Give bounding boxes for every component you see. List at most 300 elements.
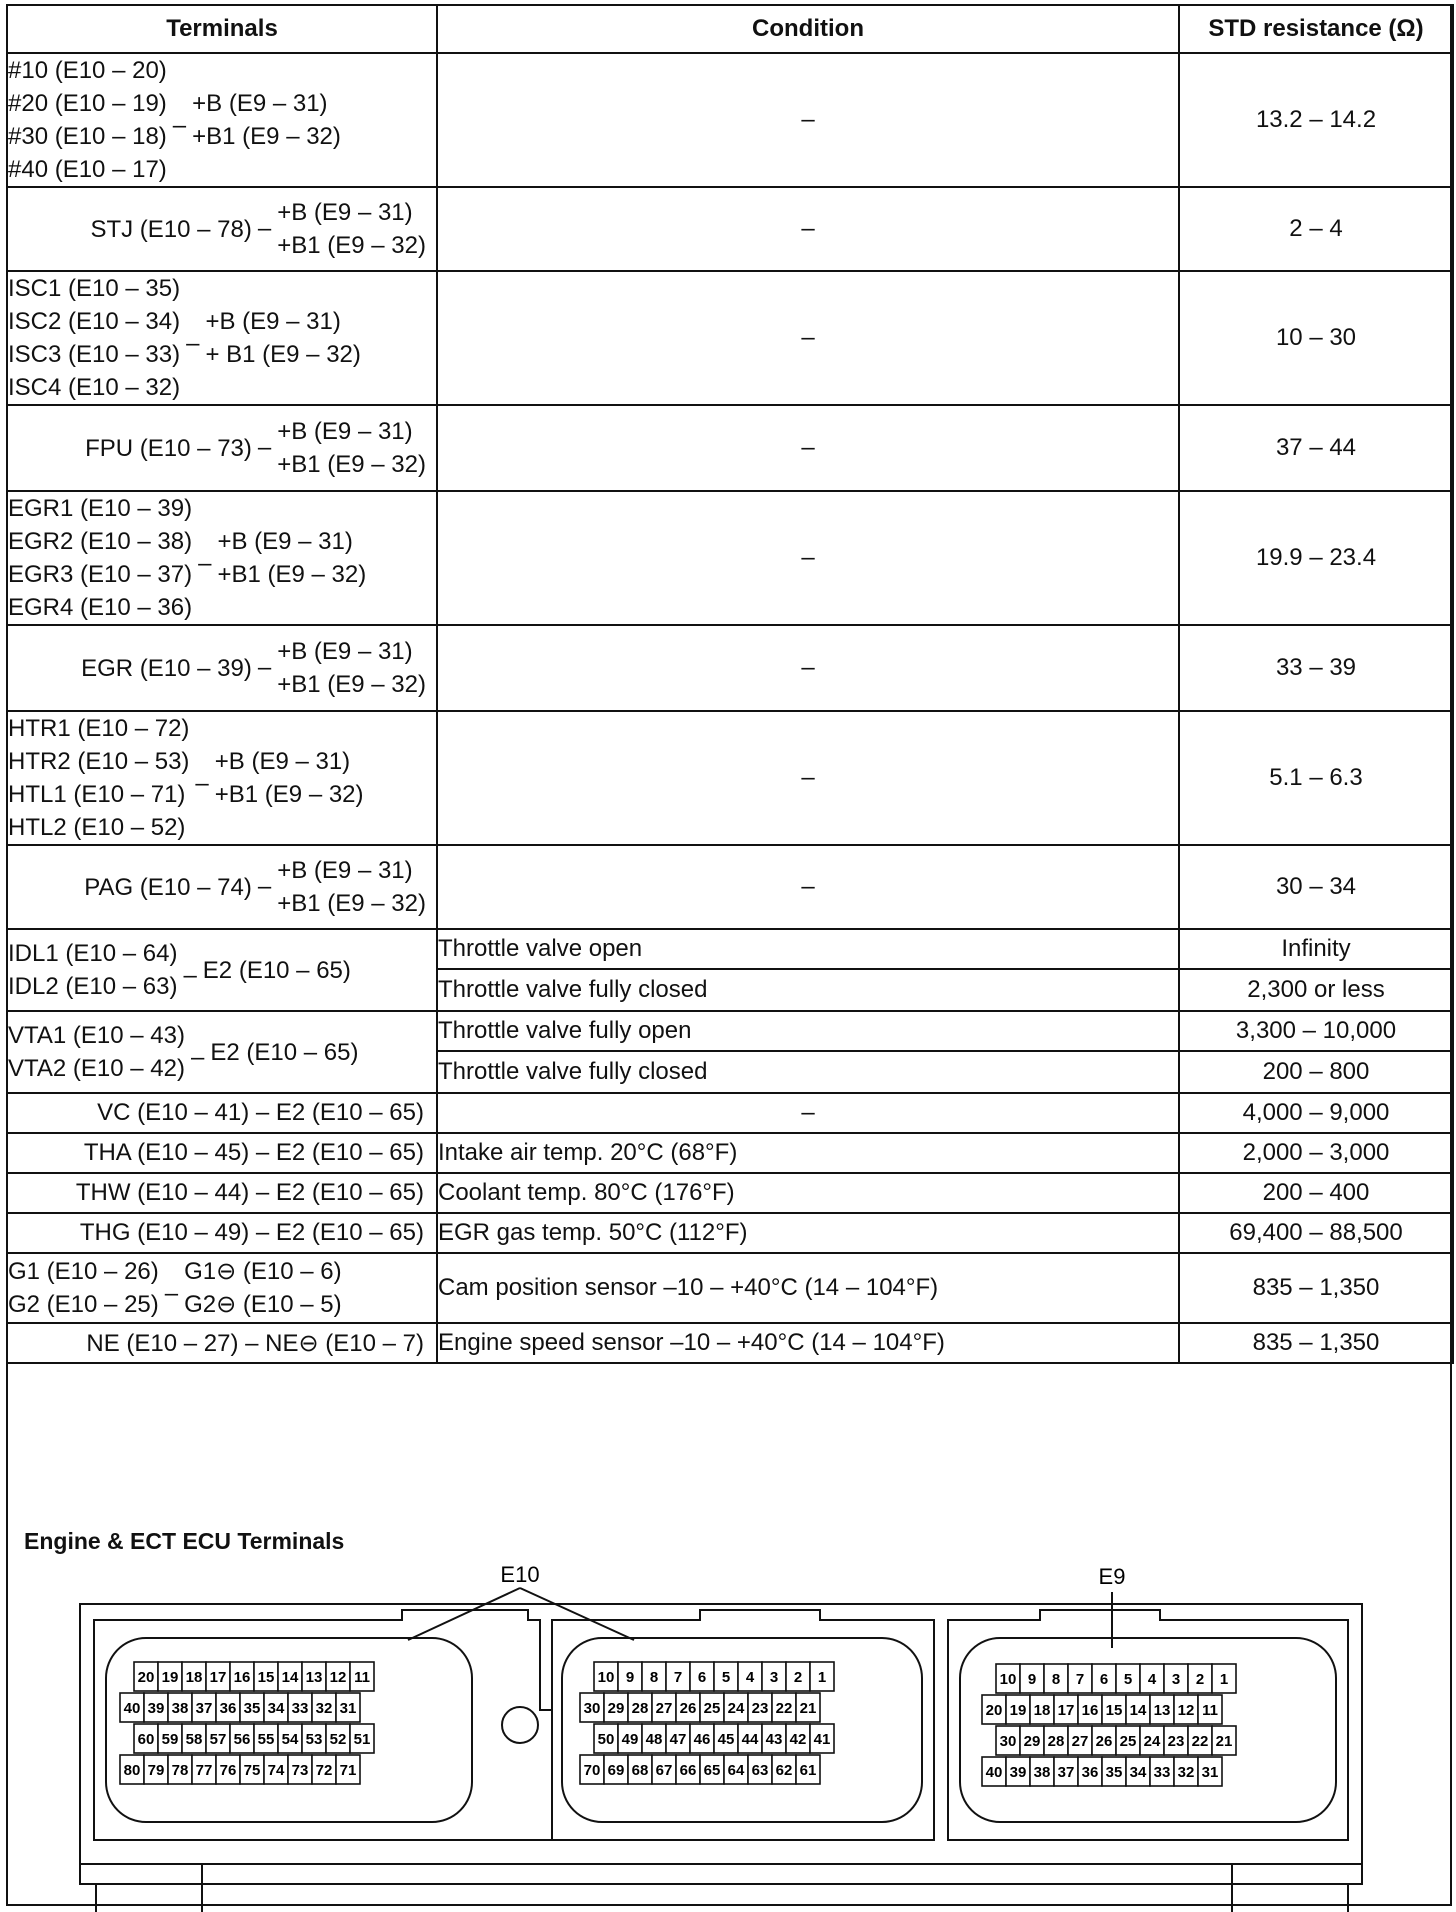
pin-number: 24 [727,1700,745,1717]
reference-terminal-label: +B (E9 – 31) [192,90,328,117]
pin-number: 36 [219,1700,237,1717]
resistance-cell: 19.9 – 23.4 [1179,491,1453,625]
pin-number: 66 [679,1762,697,1779]
terminal-label: EGR (E10 – 39) [81,654,252,682]
connector-pin [158,1662,182,1691]
connector-pin [312,1755,336,1784]
resistance-cell: 2,000 – 3,000 [1179,1133,1453,1173]
terminal-label: EGR3 (E10 – 37) [8,561,193,588]
e10-leader-lines [408,1588,634,1640]
pin-number: 10 [999,1671,1017,1688]
pin-number: 13 [305,1669,323,1686]
pin-number: 61 [799,1762,817,1779]
connector-pin [676,1755,700,1784]
pin-number: 49 [621,1731,639,1748]
connector-pin [1006,1695,1030,1724]
connector-pin [1068,1726,1092,1755]
connector-pin [580,1693,604,1722]
connector-pin [1092,1726,1116,1755]
resistance-cell: 13.2 – 14.2 [1179,53,1453,187]
connector-pin [326,1662,350,1691]
connector-pin [192,1693,216,1722]
connector-pin [1092,1664,1116,1693]
reference-terminal-label: +B1 (E9 – 32) [277,890,426,917]
connector-pin [1164,1726,1188,1755]
connector-pin [786,1724,810,1753]
condition-cell: EGR gas temp. 50°C (112°F) [437,1213,1179,1253]
connector-pin [1006,1757,1030,1786]
connector-pin [996,1726,1020,1755]
terminal-label: #10 (E10 – 20) [8,57,167,84]
pin-number: 68 [631,1762,649,1779]
pin-number: 14 [1129,1702,1147,1719]
pin-number: 6 [697,1669,707,1686]
connector-pin [120,1693,144,1722]
terminal-label: #40 (E10 – 17) [8,156,167,183]
connector-pin [738,1724,762,1753]
pin-number: 33 [1153,1764,1171,1781]
connector-pin [1150,1757,1174,1786]
connector-pin [738,1662,762,1691]
pin-number: 56 [233,1731,251,1748]
connector-pin [690,1662,714,1691]
condition-cell: – [437,845,1179,929]
connector-pin [350,1724,374,1753]
pair-separator: – [172,112,187,139]
reference-terminal-label: G2⊖ (E10 – 5) [184,1291,342,1318]
connector-pin [240,1755,264,1784]
reference-terminal-label: +B1 (E9 – 32) [214,781,364,808]
pin-number: 32 [315,1700,333,1717]
terminal-pair: VC (E10 – 41) – E2 (E10 – 65) [97,1099,424,1126]
connector-pin [278,1724,302,1753]
pin-number: 34 [267,1700,285,1717]
connector-pin [982,1695,1006,1724]
connector-pin [580,1755,604,1784]
connector-pin [302,1662,326,1691]
pin-number: 28 [631,1700,649,1717]
connector-pin [700,1755,724,1784]
connector-pin [796,1693,820,1722]
terminal-pair: NE (E10 – 27) – NE⊖ (E10 – 7) [86,1329,424,1357]
connector-pin [278,1662,302,1691]
resistance-cell: 5.1 – 6.3 [1179,711,1453,845]
pin-number: 62 [775,1762,793,1779]
pin-number: 2 [793,1669,803,1686]
connector-pin [1164,1664,1188,1693]
pin-number: 2 [1195,1671,1205,1688]
header-condition: Condition [437,5,1179,53]
connector-pin [762,1662,786,1691]
connector-pin [642,1662,666,1691]
pin-number: 20 [985,1702,1003,1719]
e9-label: E9 [1098,1564,1126,1589]
connector-pin [786,1662,810,1691]
resistance-cell: 2 – 4 [1179,187,1453,271]
connector-pin [168,1693,192,1722]
condition-cell: – [437,187,1179,271]
connector-pin [288,1693,312,1722]
pin-number: 13 [1153,1702,1171,1719]
pin-number: 39 [147,1700,165,1717]
pin-number: 35 [1105,1764,1123,1781]
connector-pin [666,1662,690,1691]
pin-number: 22 [1191,1733,1209,1750]
connector-pin [240,1693,264,1722]
resistance-cell: 2,300 or less [1179,969,1453,1011]
pin-number: 54 [281,1731,299,1748]
resistance-cell: 10 – 30 [1179,271,1453,405]
connector-pin [1140,1726,1164,1755]
connector-pin [762,1724,786,1753]
pin-grid [120,1662,1236,1786]
reference-terminal-label: +B1 (E9 – 32) [277,232,426,259]
reference-terminal-label: +B1 (E9 – 32) [277,671,426,698]
pin-number: 36 [1081,1764,1099,1781]
connector-pin [1116,1726,1140,1755]
resistance-cell: 3,300 – 10,000 [1179,1011,1453,1051]
pin-number: 35 [243,1700,261,1717]
pin-number: 69 [607,1762,625,1779]
connector-pin [1212,1664,1236,1693]
connector-pin [982,1757,1006,1786]
terminal-label: ISC2 (E10 – 34) [8,308,181,335]
connector-pin [1212,1726,1236,1755]
pin-number: 4 [1147,1671,1157,1688]
connector-pin [604,1693,628,1722]
condition-cell: Engine speed sensor –10 – +40°C (14 – 104°F) [437,1323,1179,1363]
condition-cell: Throttle valve fully closed [437,969,1179,1011]
pair-separator: – [198,550,212,577]
connector-pin [724,1693,748,1722]
condition-cell: – [437,711,1179,845]
condition-cell: – [437,405,1179,491]
connector-pin [810,1724,834,1753]
connector-pin [642,1724,666,1753]
connector-pin [594,1724,618,1753]
pin-number: 11 [1202,1702,1218,1719]
pin-number: 19 [161,1669,179,1686]
terminal-label: ISC1 (E10 – 35) [8,275,181,302]
pin-number: 9 [625,1669,635,1686]
connector-pin [594,1662,618,1691]
pin-number: 77 [195,1762,213,1779]
pin-number: 58 [185,1731,203,1748]
connector-pin [666,1724,690,1753]
connector-pin [1188,1726,1212,1755]
pin-number: 23 [751,1700,769,1717]
connector-pin [676,1693,700,1722]
connector-pin [336,1693,360,1722]
reference-terminal-label: E2 (E10 – 65) [202,956,351,984]
pin-number: 29 [607,1700,625,1717]
reference-terminal-label: +B1 (E9 – 32) [277,451,426,478]
connector-pin [120,1755,144,1784]
pair-separator: – [257,215,272,242]
connector-pin [1150,1695,1174,1724]
resistance-cell: 835 – 1,350 [1179,1253,1453,1323]
terminal-label: FPU (E10 – 73) [85,434,252,462]
connector-pin [1030,1695,1054,1724]
e10-label: E10 [500,1562,540,1587]
pin-number: 31 [339,1700,357,1717]
connector-pin [168,1755,192,1784]
pin-number: 51 [353,1731,371,1748]
condition-cell: Throttle valve fully open [437,1011,1179,1051]
pin-number: 38 [1033,1764,1051,1781]
pin-number: 72 [315,1762,333,1779]
reference-terminal-label: +B (E9 – 31) [277,199,413,226]
connector-pin [1188,1664,1212,1693]
connector-pin [772,1755,796,1784]
reference-terminal-label: G1⊖ (E10 – 6) [184,1258,342,1285]
terminal-label: HTR2 (E10 – 53) [8,748,190,775]
connector-pin [628,1755,652,1784]
connector-pin [1198,1695,1222,1724]
connector-pin [254,1662,278,1691]
pin-number: 16 [1081,1702,1099,1719]
pin-number: 1 [817,1669,827,1686]
connector-pin [996,1664,1020,1693]
pin-number: 64 [727,1762,745,1779]
connector-pin [1044,1664,1068,1693]
pin-number: 12 [329,1669,347,1686]
connector-pin [230,1662,254,1691]
connector-pin [1102,1757,1126,1786]
connector-pin [748,1693,772,1722]
terminal-pair: THA (E10 – 45) – E2 (E10 – 65) [83,1139,424,1166]
pin-number: 44 [741,1731,759,1748]
resistance-cell: 33 – 39 [1179,625,1453,711]
pin-number: 73 [291,1762,309,1779]
connector-pin [206,1724,230,1753]
connector-pin [182,1662,206,1691]
pin-number: 40 [985,1764,1003,1781]
pin-number: 15 [257,1669,275,1686]
connector-pin [628,1693,652,1722]
connector-pin [618,1662,642,1691]
pin-number: 27 [1071,1733,1089,1750]
resistance-cell: 200 – 800 [1179,1051,1453,1093]
condition-cell: – [437,625,1179,711]
pin-number: 47 [669,1731,687,1748]
reference-terminal-label: +B (E9 – 31) [205,308,341,335]
pin-number: 37 [1057,1764,1075,1781]
connector-pin [336,1755,360,1784]
pin-number: 55 [257,1731,275,1748]
connector-pin [1126,1695,1150,1724]
connector-pin [216,1755,240,1784]
pin-number: 12 [1177,1702,1195,1719]
connector-pin [1174,1757,1198,1786]
connector-pin [714,1662,738,1691]
pin-number: 18 [185,1669,203,1686]
pin-number: 71 [339,1762,357,1779]
pin-number: 18 [1033,1702,1051,1719]
pin-number: 25 [703,1700,721,1717]
pin-number: 43 [765,1731,783,1748]
resistance-cell: 4,000 – 9,000 [1179,1093,1453,1133]
pin-number: 38 [171,1700,189,1717]
connector-pin [714,1724,738,1753]
terminal-label: #30 (E10 – 18) [8,123,167,150]
connector-pin [182,1724,206,1753]
pair-separator: – [186,330,200,357]
connector-pin [254,1724,278,1753]
pin-number: 21 [799,1700,817,1717]
condition-cell: Intake air temp. 20°C (68°F) [437,1133,1179,1173]
pin-number: 57 [209,1731,227,1748]
connector-pin [1126,1757,1150,1786]
connector-pin [1102,1695,1126,1724]
terminal-label: PAG (E10 – 74) [84,873,252,901]
pin-number: 3 [769,1669,779,1686]
connector-pin [1116,1664,1140,1693]
header-std-resistance: STD resistance (Ω) [1179,5,1453,53]
connector-pin [1174,1695,1198,1724]
resistance-cell: 37 – 44 [1179,405,1453,491]
pin-number: 65 [703,1762,721,1779]
pin-number: 74 [267,1762,285,1779]
connector-pin [1054,1757,1078,1786]
reference-terminal-label: +B (E9 – 31) [277,418,413,445]
mounting-hole [502,1707,538,1743]
pin-number: 50 [597,1731,615,1748]
terminal-label: EGR4 (E10 – 36) [8,594,193,621]
header-terminals: Terminals [7,5,437,53]
terminal-label: ISC4 (E10 – 32) [8,374,181,401]
pin-number: 78 [171,1762,189,1779]
connector-pin [1140,1664,1164,1693]
pin-number: 20 [137,1669,155,1686]
pin-number: 41 [813,1731,831,1748]
condition-cell: Coolant temp. 80°C (176°F) [437,1173,1179,1213]
pin-number: 45 [717,1731,735,1748]
connector-pin [1044,1726,1068,1755]
pin-number: 10 [597,1669,615,1686]
pin-number: 26 [679,1700,697,1717]
connector-pin [796,1755,820,1784]
connector-pin [700,1693,724,1722]
connector-pin [652,1755,676,1784]
resistance-cell: 69,400 – 88,500 [1179,1213,1453,1253]
reference-terminal-label: + B1 (E9 – 32) [205,341,361,368]
connector-pin [1068,1664,1092,1693]
pin-number: 4 [745,1669,755,1686]
pair-separator: – [164,1280,179,1307]
pin-number: 17 [209,1669,227,1686]
pin-number: 7 [673,1669,683,1686]
pin-number: 42 [789,1731,807,1748]
pin-number: 22 [775,1700,793,1717]
pin-number: 60 [137,1731,155,1748]
pin-number: 80 [123,1762,141,1779]
pin-number: 26 [1095,1733,1113,1750]
terminal-label: G1 (E10 – 26) [8,1258,159,1285]
pin-number: 5 [1123,1671,1133,1688]
connector-pin [144,1693,168,1722]
terminal-label: HTR1 (E10 – 72) [8,715,190,742]
reference-terminal-label: +B (E9 – 31) [277,857,413,884]
condition-cell: Throttle valve open [437,929,1179,969]
connector-pin [134,1724,158,1753]
pin-number: 67 [655,1762,673,1779]
terminal-label: HTL2 (E10 – 52) [8,814,186,841]
pin-number: 23 [1167,1733,1185,1750]
pin-number: 32 [1177,1764,1195,1781]
e9-shell [948,1610,1348,1840]
terminal-label: ISC3 (E10 – 33) [8,341,181,368]
terminal-label: HTL1 (E10 – 71) [8,781,186,808]
connector-pin [690,1724,714,1753]
connector-pin [604,1755,628,1784]
pair-separator: – [257,434,272,461]
pin-number: 37 [195,1700,213,1717]
terminal-label: IDL1 (E10 – 64) [8,940,178,967]
pin-number: 79 [147,1762,165,1779]
pin-number: 8 [1051,1671,1061,1688]
pin-number: 75 [243,1762,261,1779]
reference-terminal-label: +B1 (E9 – 32) [217,561,367,588]
pin-number: 76 [219,1762,237,1779]
connector-pin [652,1693,676,1722]
terminal-pair: THW (E10 – 44) – E2 (E10 – 65) [75,1179,424,1206]
reference-terminal-label: E2 (E10 – 65) [210,1038,359,1066]
connector-pin [748,1755,772,1784]
pin-number: 46 [693,1731,711,1748]
pin-number: 27 [655,1700,673,1717]
terminal-label: VTA1 (E10 – 43) [8,1022,185,1049]
terminal-pair: THG (E10 – 49) – E2 (E10 – 65) [79,1219,424,1246]
pin-number: 29 [1023,1733,1041,1750]
connector-pin [230,1724,254,1753]
condition-cell: – [437,53,1179,187]
pin-number: 30 [999,1733,1017,1750]
pin-number: 34 [1129,1764,1147,1781]
terminal-label: EGR2 (E10 – 38) [8,528,193,555]
connector-pin [772,1693,796,1722]
terminal-label: VTA2 (E10 – 42) [8,1055,185,1082]
connector-pin [1198,1757,1222,1786]
pin-number: 19 [1009,1702,1027,1719]
connector-pin [192,1755,216,1784]
pin-number: 7 [1075,1671,1085,1688]
connector-pin [206,1662,230,1691]
pin-number: 21 [1215,1733,1233,1750]
pair-separator: – [183,962,197,989]
terminal-label: IDL2 (E10 – 63) [8,973,178,1000]
pin-number: 8 [649,1669,659,1686]
pin-number: 9 [1027,1671,1037,1688]
pair-separator: – [257,873,272,900]
connector-pin [618,1724,642,1753]
housing-foot-right [1232,1864,1348,1912]
pin-number: 11 [354,1669,370,1686]
pin-number: 14 [281,1669,299,1686]
connector-pin [1054,1695,1078,1724]
connector-pin [1020,1664,1044,1693]
connector-pin [1078,1757,1102,1786]
connector-pin [1030,1757,1054,1786]
pair-separator: – [190,1044,205,1071]
reference-terminal-label: +B1 (E9 – 32) [192,123,341,150]
connector-pin [326,1724,350,1753]
pin-number: 48 [645,1731,663,1748]
terminal-label: EGR1 (E10 – 39) [8,495,193,522]
pin-number: 30 [583,1700,601,1717]
connector-pin [302,1724,326,1753]
resistance-cell: 30 – 34 [1179,845,1453,929]
